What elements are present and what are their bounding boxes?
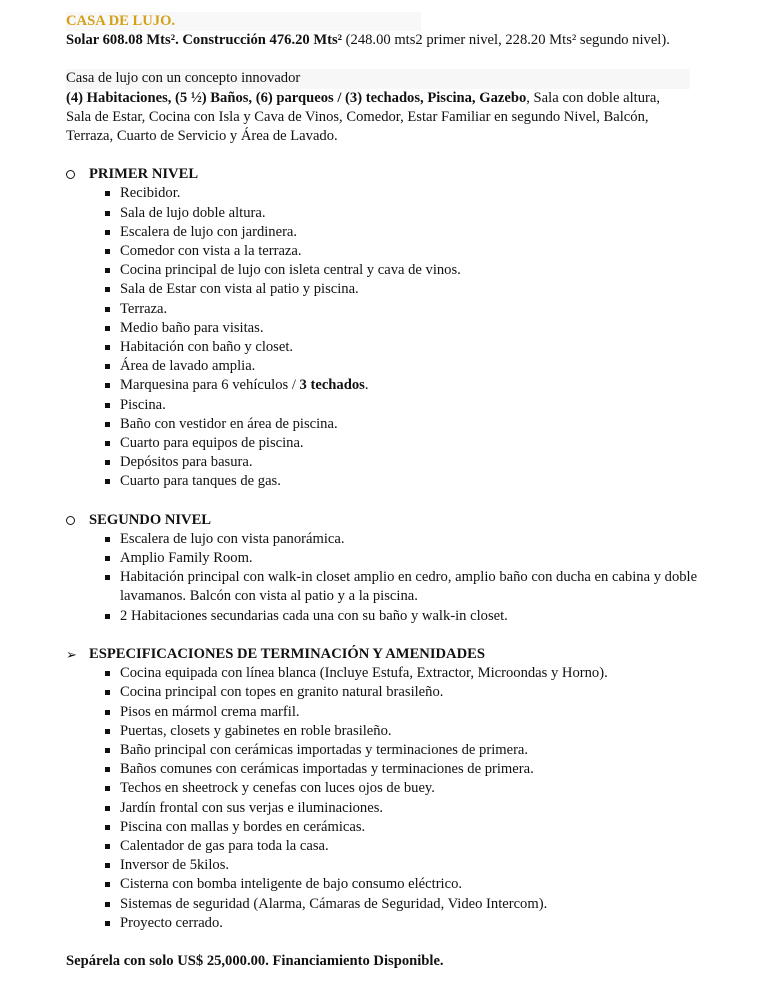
- features-normal: , Sala con doble altura,: [526, 89, 660, 106]
- list-item: Cisterna con bomba inteligente de bajo consumo eléctrico.: [120, 875, 756, 894]
- footer-offer: Sepárela con solo US$ 25,000.00. Financiamiento Disponible.: [66, 952, 444, 969]
- square-bullet-icon: [105, 441, 110, 446]
- square-bullet-icon: [105, 902, 110, 907]
- document-title: CASA DE LUJO.: [66, 13, 176, 29]
- list-item: Cuarto para tanques de gas.: [120, 472, 756, 491]
- list-item: Inversor de 5kilos.: [120, 856, 756, 875]
- list-item: 2 Habitaciones secundarias cada una con su baño y walk-in closet.: [120, 607, 756, 626]
- specs-bold: Solar 608.08 Mts². Construcción 476.20 Mts²: [66, 32, 343, 49]
- section-heading-text: ESPECIFICACIONES DE TERMINACIÓN Y AMENIDADES: [89, 645, 485, 662]
- square-bullet-icon: [105, 786, 110, 791]
- intro-text: Casa de lujo con un concepto innovador: [66, 69, 690, 88]
- list-item: Piscina.: [120, 396, 756, 415]
- list-item: Cocina equipada con línea blanca (Incluye Estufa, Extractor, Microondas y Horno).: [120, 664, 756, 683]
- list-item: Cocina principal de lujo con isleta central y cava de vinos.: [120, 261, 756, 280]
- list-item: Medio baño para visitas.: [120, 319, 756, 338]
- square-bullet-icon: [105, 230, 110, 235]
- arrow-bullet-icon: ➢: [66, 646, 77, 662]
- list-item: Área de lavado amplia.: [120, 357, 756, 376]
- list-item: Cuarto para equipos de piscina.: [120, 434, 756, 453]
- list-item: Escalera de lujo con jardinera.: [120, 223, 756, 242]
- list-item: Depósitos para basura.: [120, 453, 756, 472]
- square-bullet-icon: [105, 383, 110, 388]
- list-item: Habitación principal con walk-in closet amplio en cedro, amplio baño con ducha en cabina y doble lavamanos. Balcón con vista al patio y a la piscina.: [120, 568, 740, 606]
- square-bullet-icon: [105, 882, 110, 887]
- list-item: Habitación con baño y closet.: [120, 338, 756, 357]
- segundo-nivel-list: [66, 530, 756, 626]
- list-item: Piscina con mallas y bordes en cerámicas.: [120, 818, 756, 837]
- square-bullet-icon: [105, 249, 110, 254]
- square-bullet-icon: [105, 710, 110, 715]
- list-item: Baño con vestidor en área de piscina.: [120, 415, 756, 434]
- square-bullet-icon: [105, 460, 110, 465]
- features-bold: (4) Habitaciones, (5 ½) Baños, (6) parqueos / (3) techados, Piscina, Gazebo: [66, 89, 527, 106]
- square-bullet-icon: [105, 287, 110, 292]
- list-item: Escalera de lujo con vista panorámica.: [120, 530, 756, 549]
- square-bullet-icon: [105, 806, 110, 811]
- square-bullet-icon: [105, 921, 110, 926]
- square-bullet-icon: [105, 767, 110, 772]
- circle-bullet-icon: [66, 170, 75, 179]
- list-item: Calentador de gas para toda la casa.: [120, 837, 756, 856]
- square-bullet-icon: [105, 537, 110, 542]
- square-bullet-icon: [105, 326, 110, 331]
- list-item: Baño principal con cerámicas importadas y terminaciones de primera.: [120, 741, 756, 760]
- specs-line: [66, 31, 756, 50]
- list-item: Puertas, closets y gabinetes en roble brasileño.: [120, 722, 756, 741]
- section-heading-primer-nivel: [66, 165, 756, 184]
- section-heading-especificaciones: [66, 645, 756, 664]
- features-line-2: Sala de Estar, Cocina con Isla y Cava de Vinos, Comedor, Estar Familiar en segundo Nivel, Balcón,: [66, 108, 649, 125]
- primer-nivel-list: [66, 184, 756, 491]
- list-item: Terraza.: [120, 300, 756, 319]
- square-bullet-icon: [105, 268, 110, 273]
- list-item: Baños comunes con cerámicas importadas y terminaciones de primera.: [120, 760, 756, 779]
- square-bullet-icon: [105, 671, 110, 676]
- square-bullet-icon: [105, 345, 110, 350]
- especificaciones-list: [66, 664, 756, 933]
- list-item: Sala de Estar con vista al patio y piscina.: [120, 280, 756, 299]
- square-bullet-icon: [105, 748, 110, 753]
- square-bullet-icon: [105, 729, 110, 734]
- list-item: Amplio Family Room.: [120, 549, 756, 568]
- list-item: Jardín frontal con sus verjas e iluminaciones.: [120, 799, 756, 818]
- square-bullet-icon: [105, 825, 110, 830]
- square-bullet-icon: [105, 211, 110, 216]
- circle-bullet-icon: [66, 516, 75, 525]
- square-bullet-icon: [105, 844, 110, 849]
- square-bullet-icon: [105, 479, 110, 484]
- list-item: Sala de lujo doble altura.: [120, 204, 756, 223]
- square-bullet-icon: [105, 863, 110, 868]
- section-heading-text: PRIMER NIVEL: [89, 166, 199, 183]
- features-line-1: [66, 89, 756, 108]
- square-bullet-icon: [105, 422, 110, 427]
- square-bullet-icon: [105, 364, 110, 369]
- features-line-3: Terraza, Cuarto de Servicio y Área de Lavado.: [66, 128, 338, 145]
- list-item-marquesina: Marquesina para 6 vehículos / 3 techados.: [120, 376, 756, 395]
- intro-row: [66, 69, 756, 88]
- section-heading-segundo-nivel: [66, 511, 756, 530]
- title-row: [66, 12, 756, 31]
- square-bullet-icon: [105, 403, 110, 408]
- square-bullet-icon: [105, 191, 110, 196]
- list-item: Pisos en mármol crema marfil.: [120, 703, 756, 722]
- list-item: Sistemas de seguridad (Alarma, Cámaras de Seguridad, Video Intercom).: [120, 895, 756, 914]
- list-item: Cocina principal con topes en granito natural brasileño.: [120, 683, 756, 702]
- square-bullet-icon: [105, 556, 110, 561]
- list-item: Proyecto cerrado.: [120, 914, 756, 933]
- list-item: Comedor con vista a la terraza.: [120, 242, 756, 261]
- list-item: Techos en sheetrock y cenefas con luces ojos de buey.: [120, 779, 756, 798]
- section-heading-text: SEGUNDO NIVEL: [89, 511, 212, 528]
- square-bullet-icon: [105, 690, 110, 695]
- square-bullet-icon: [105, 575, 110, 580]
- square-bullet-icon: [105, 307, 110, 312]
- document-page: [66, 12, 756, 971]
- list-item: Recibidor.: [120, 184, 756, 203]
- specs-normal: (248.00 mts2 primer nivel, 228.20 Mts² segundo nivel).: [342, 32, 670, 49]
- square-bullet-icon: [105, 614, 110, 619]
